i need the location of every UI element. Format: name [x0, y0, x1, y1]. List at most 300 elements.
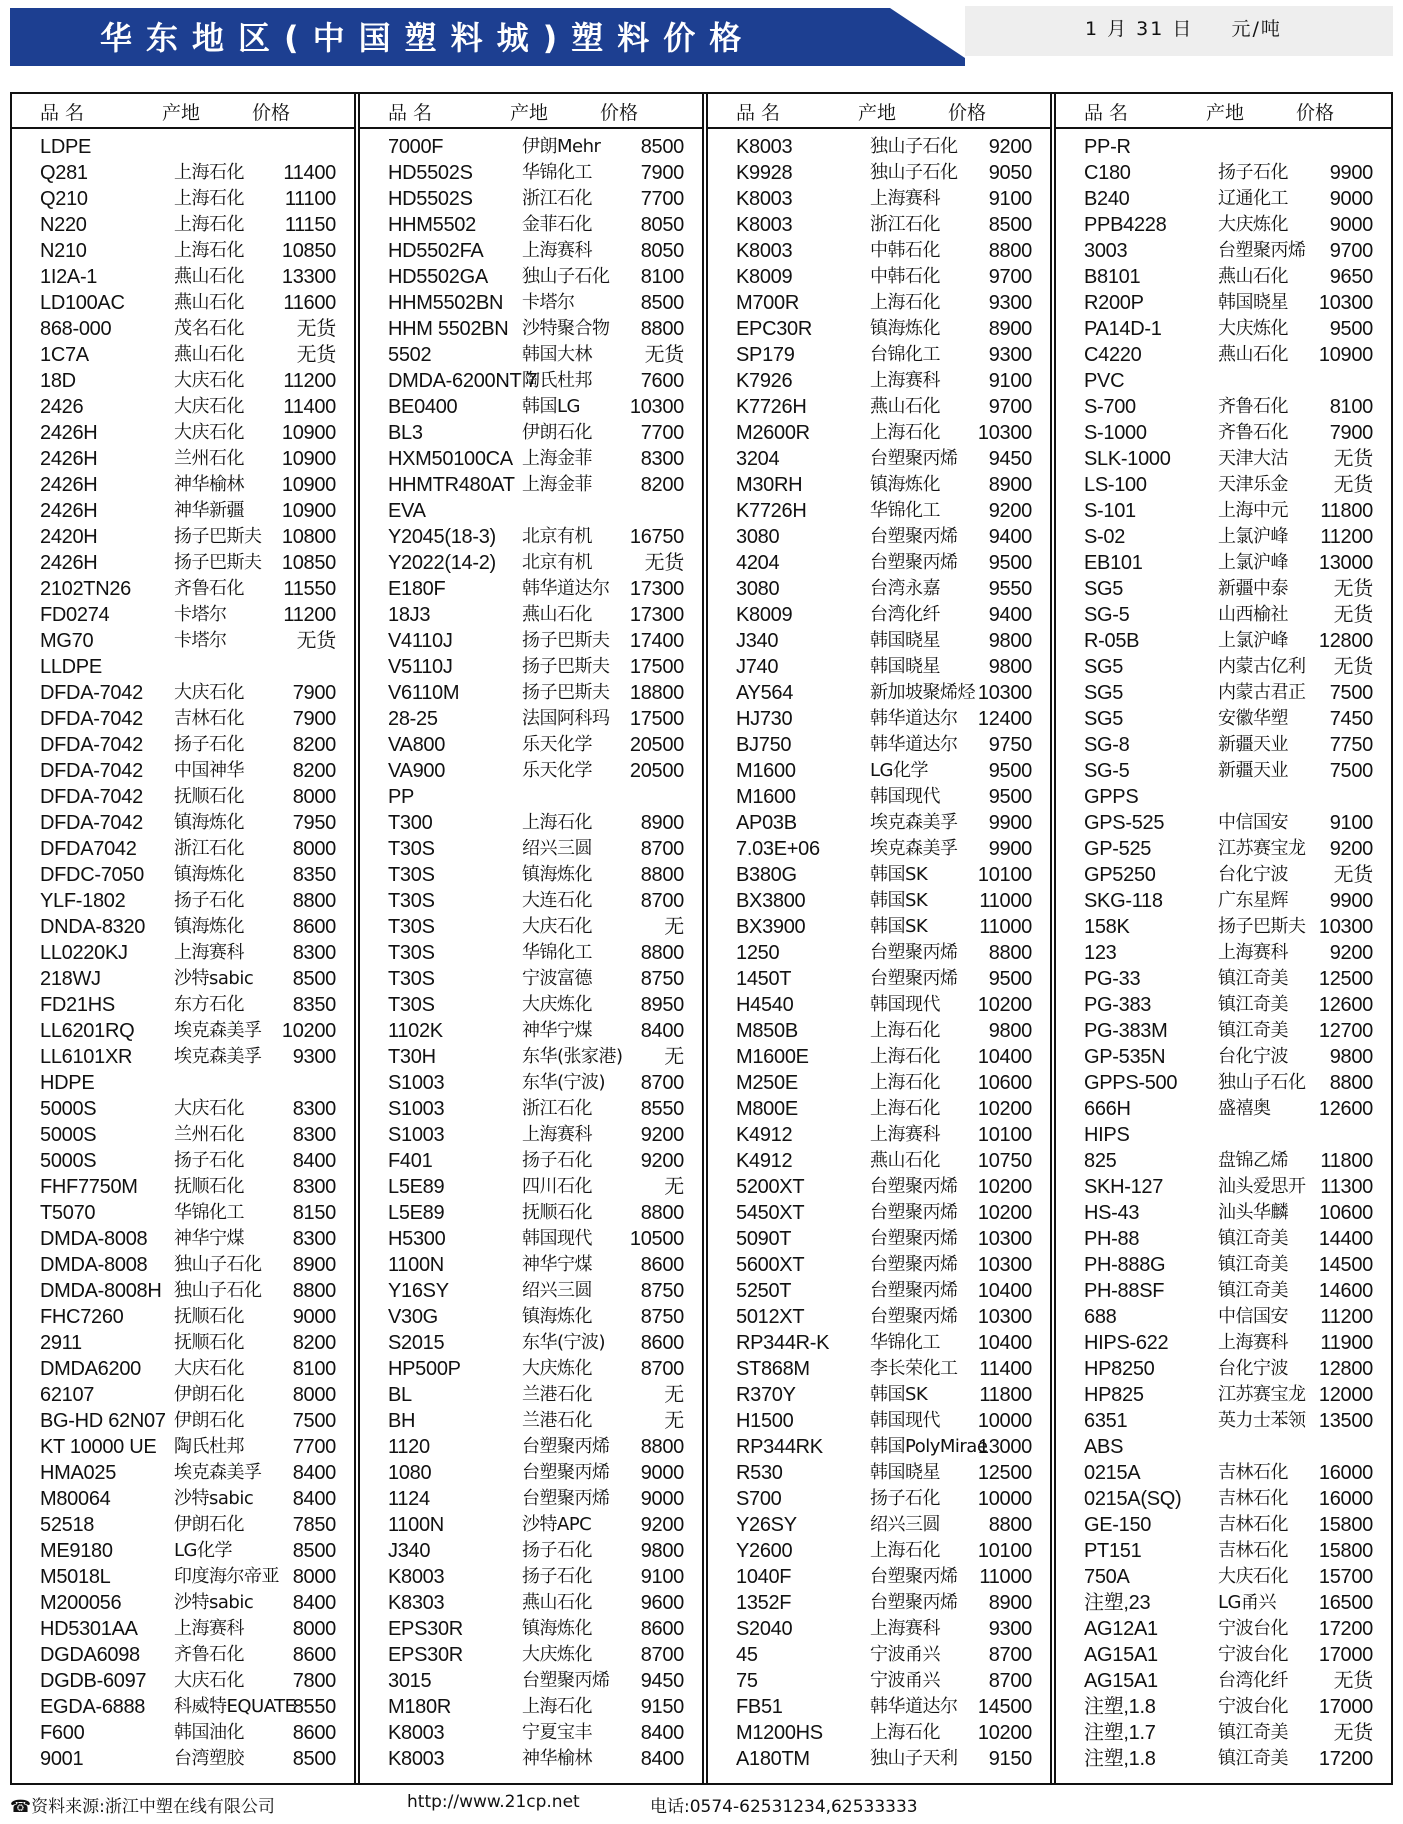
- cell-origin: 伊朗石化: [174, 1514, 244, 1535]
- cell-origin: 扬子巴斯夫: [174, 526, 262, 547]
- cell-price: 9900: [1329, 162, 1373, 184]
- cell-name: DFDA-7042: [40, 760, 143, 782]
- cell-price: 无货: [644, 552, 684, 574]
- cell-name: BH: [388, 1410, 416, 1432]
- cell-price: 10300: [977, 682, 1032, 704]
- cell-name: 5502: [388, 344, 432, 366]
- cell-price: 8800: [988, 942, 1032, 964]
- table-row: [12, 524, 354, 550]
- cell-origin: 韩国现代: [522, 1228, 592, 1249]
- table-row: [708, 836, 1050, 862]
- table-row: [12, 1382, 354, 1408]
- cell-origin: 北京有机: [522, 552, 592, 573]
- cell-origin: 浙江石化: [522, 188, 592, 209]
- cell-price: 13500: [1318, 1410, 1373, 1432]
- cell-price: 7450: [1329, 708, 1373, 730]
- table-row: [1056, 1382, 1391, 1408]
- cell-origin: 辽通化工: [1218, 188, 1288, 209]
- table-row: [360, 160, 702, 186]
- table-row: [12, 1122, 354, 1148]
- cell-price: 9550: [988, 578, 1032, 600]
- cell-price: 8700: [640, 1358, 684, 1380]
- cell-origin: 上海赛科: [870, 188, 940, 209]
- cell-price: 11800: [1320, 1150, 1373, 1172]
- cell-price: 15800: [1318, 1514, 1373, 1536]
- cell-price: 11200: [283, 604, 336, 626]
- cell-name: C180: [1084, 162, 1131, 184]
- table-row: [1056, 1512, 1391, 1538]
- table-row: [1056, 602, 1391, 628]
- cell-name: PG-33: [1084, 968, 1141, 990]
- cell-name: 0215A(SQ): [1084, 1488, 1182, 1510]
- cell-price: 10850: [281, 552, 336, 574]
- table-row: [708, 1278, 1050, 1304]
- cell-origin: 上海赛科: [870, 1124, 940, 1145]
- table-row: [1056, 1096, 1391, 1122]
- cell-price: 无货: [1333, 474, 1373, 496]
- cell-price: 8200: [292, 734, 336, 756]
- table-row: [1056, 238, 1391, 264]
- cell-origin: 东华(宁波): [522, 1332, 606, 1353]
- cell-origin: 神华宁煤: [174, 1228, 244, 1249]
- cell-origin: 齐鲁石化: [1218, 422, 1288, 443]
- table-row: [708, 1122, 1050, 1148]
- cell-origin: 韩华道达尔: [522, 578, 610, 599]
- cell-price: 7500: [292, 1410, 336, 1432]
- cell-price: 9750: [988, 734, 1032, 756]
- cell-name: 2426H: [40, 500, 98, 522]
- table-row: [708, 680, 1050, 706]
- table-row: [12, 992, 354, 1018]
- table-row: [708, 758, 1050, 784]
- cell-price: 8400: [292, 1592, 336, 1614]
- cell-name: 2426H: [40, 422, 98, 444]
- cell-name: HD5502S: [388, 162, 473, 184]
- cell-origin: 宁波甬兴: [870, 1670, 940, 1691]
- cell-name: DGDA6098: [40, 1644, 140, 1666]
- table-row: [12, 368, 354, 394]
- table-row: [12, 290, 354, 316]
- cell-origin: 埃克森美孚: [174, 1462, 262, 1483]
- cell-name: HHM5502: [388, 214, 476, 236]
- cell-name: T30S: [388, 838, 435, 860]
- cell-name: 3080: [736, 578, 780, 600]
- header-origin: 产地: [858, 102, 897, 124]
- cell-name: SG5: [1084, 578, 1124, 600]
- cell-origin: 大庆石化: [174, 370, 244, 391]
- cell-origin: 埃克森美孚: [870, 838, 958, 859]
- table-row: [360, 836, 702, 862]
- cell-name: M700R: [736, 292, 799, 314]
- cell-origin: 神华宁煤: [522, 1020, 592, 1041]
- cell-origin: 独山子石化: [870, 136, 958, 157]
- cell-origin: 绍兴三圆: [522, 838, 592, 859]
- cell-price: 12500: [977, 1462, 1032, 1484]
- cell-origin: 台塑聚丙烯: [522, 1462, 610, 1483]
- table-row: [1056, 1538, 1391, 1564]
- table-row: [360, 1200, 702, 1226]
- cell-name: 5600XT: [736, 1254, 805, 1276]
- cell-price: 8500: [640, 136, 684, 158]
- cell-origin: 乐天化学: [522, 734, 592, 755]
- cell-name: M30RH: [736, 474, 803, 496]
- cell-price: 9900: [988, 838, 1032, 860]
- table-row: [708, 888, 1050, 914]
- cell-origin: 上海赛科: [1218, 1332, 1288, 1353]
- cell-origin: 内蒙古君正: [1218, 682, 1306, 703]
- cell-price: 11000: [979, 890, 1032, 912]
- cell-price: 11100: [284, 188, 336, 210]
- cell-price: 无货: [1333, 656, 1373, 678]
- table-row: [1056, 524, 1391, 550]
- cell-origin: 扬子石化: [174, 890, 244, 911]
- cell-origin: 镇江奇美: [1218, 1748, 1288, 1769]
- cell-price: 8600: [640, 1332, 684, 1354]
- table-row: [708, 1694, 1050, 1720]
- cell-price: 10500: [629, 1228, 684, 1250]
- cell-price: 9800: [1329, 1046, 1373, 1068]
- cell-price: 16000: [1318, 1462, 1373, 1484]
- table-row: [12, 602, 354, 628]
- cell-origin: 华锦化工: [522, 942, 592, 963]
- cell-name: ST868M: [736, 1358, 810, 1380]
- cell-origin: 镇海炼化: [522, 1618, 592, 1639]
- cell-name: K8009: [736, 266, 793, 288]
- cell-price: 10200: [977, 1176, 1032, 1198]
- cell-origin: 韩国现代: [870, 994, 940, 1015]
- table-row: [1056, 134, 1391, 160]
- cell-name: S-700: [1084, 396, 1136, 418]
- cell-price: 8800: [1329, 1072, 1373, 1094]
- cell-origin: LG甬兴: [1218, 1592, 1276, 1613]
- cell-price: 无货: [296, 344, 336, 366]
- header-price: 价格: [252, 102, 291, 124]
- table-row: [12, 654, 354, 680]
- cell-origin: 台塑聚丙烯: [870, 968, 958, 989]
- cell-origin: 镇海炼化: [870, 474, 940, 495]
- table-row: [708, 160, 1050, 186]
- table-row: [12, 134, 354, 160]
- table-row: [708, 1434, 1050, 1460]
- cell-price: 7750: [1329, 734, 1373, 756]
- cell-name: 1100N: [388, 1254, 444, 1276]
- cell-origin: 大庆石化: [1218, 1566, 1288, 1587]
- cell-price: 9800: [988, 630, 1032, 652]
- cell-origin: 宁波台化: [1218, 1644, 1288, 1665]
- cell-name: BX3800: [736, 890, 806, 912]
- cell-origin: 台塑聚丙烯: [870, 1202, 958, 1223]
- table-row: [360, 758, 702, 784]
- cell-price: 7850: [292, 1514, 336, 1536]
- cell-origin: 吉林石化: [1218, 1514, 1288, 1535]
- column-header: [708, 94, 1050, 129]
- table-row: [708, 1746, 1050, 1772]
- cell-price: 9900: [988, 812, 1032, 834]
- cell-price: 15700: [1318, 1566, 1373, 1588]
- table-row: [708, 654, 1050, 680]
- table-row: [12, 1460, 354, 1486]
- table-row: [1056, 1226, 1391, 1252]
- website-link[interactable]: http://www.21cp.net: [407, 1792, 580, 1812]
- cell-price: 9300: [988, 344, 1032, 366]
- cell-origin: 韩国SK: [870, 864, 928, 885]
- cell-origin: 神华宁煤: [522, 1254, 592, 1275]
- cell-origin: 上海石化: [870, 1046, 940, 1067]
- table-row: [708, 420, 1050, 446]
- table-row: [708, 1642, 1050, 1668]
- table-row: [1056, 498, 1391, 524]
- cell-origin: 扬子巴斯夫: [174, 552, 262, 573]
- cell-origin: 浙江石化: [522, 1098, 592, 1119]
- table-row: [12, 1278, 354, 1304]
- cell-origin: 神华榆林: [174, 474, 244, 495]
- cell-origin: 科威特EQUATE: [174, 1696, 296, 1717]
- cell-price: 8500: [292, 968, 336, 990]
- cell-name: T30S: [388, 864, 435, 886]
- cell-price: 10900: [281, 500, 336, 522]
- cell-price: 11550: [283, 578, 336, 600]
- cell-name: F401: [388, 1150, 433, 1172]
- table-row: [1056, 1044, 1391, 1070]
- cell-name: 666H: [1084, 1098, 1131, 1120]
- table-row: [1056, 1330, 1391, 1356]
- table-row: [12, 1538, 354, 1564]
- cell-name: PVC: [1084, 370, 1125, 392]
- cell-price: 8700: [988, 1644, 1032, 1666]
- cell-origin: 镇江奇美: [1218, 1254, 1288, 1275]
- table-row: [708, 1356, 1050, 1382]
- cell-price: 7700: [292, 1436, 336, 1458]
- cell-origin: 吉林石化: [174, 708, 244, 729]
- cell-origin: 大庆石化: [174, 1358, 244, 1379]
- cell-price: 7900: [1329, 422, 1373, 444]
- table-row: [360, 628, 702, 654]
- table-row: [1056, 862, 1391, 888]
- cell-name: PG-383: [1084, 994, 1152, 1016]
- cell-price: 9200: [640, 1514, 684, 1536]
- cell-name: HJ730: [736, 708, 793, 730]
- cell-price: 9300: [988, 1618, 1032, 1640]
- table-row: [1056, 1200, 1391, 1226]
- cell-name: H4540: [736, 994, 794, 1016]
- cell-price: 10300: [977, 422, 1032, 444]
- cell-origin: 镇海炼化: [522, 864, 592, 885]
- cell-price: 7800: [292, 1670, 336, 1692]
- cell-name: 1C7A: [40, 344, 89, 366]
- table-row: [1056, 914, 1391, 940]
- cell-price: 16000: [1318, 1488, 1373, 1510]
- cell-name: DFDA-7042: [40, 734, 143, 756]
- table-row: [708, 1304, 1050, 1330]
- cell-price: 8550: [640, 1098, 684, 1120]
- cell-price: 9500: [988, 552, 1032, 574]
- cell-origin: 中信国安: [1218, 1306, 1288, 1327]
- cell-price: 10900: [281, 422, 336, 444]
- cell-name: RP344RK: [736, 1436, 823, 1458]
- table-row: [12, 1486, 354, 1512]
- cell-name: K8003: [388, 1748, 445, 1770]
- table-row: [708, 186, 1050, 212]
- cell-name: 5000S: [40, 1098, 97, 1120]
- table-row: [12, 446, 354, 472]
- cell-origin: 燕山石化: [174, 266, 244, 287]
- cell-price: 9100: [988, 188, 1032, 210]
- cell-name: J340: [388, 1540, 431, 1562]
- cell-name: 2426H: [40, 552, 98, 574]
- cell-origin: 上海石化: [870, 292, 940, 313]
- table-row: [360, 1486, 702, 1512]
- cell-price: 8200: [292, 1332, 336, 1354]
- table-row: [708, 1200, 1050, 1226]
- cell-price: 8600: [292, 916, 336, 938]
- cell-price: 13000: [977, 1436, 1032, 1458]
- cell-origin: 神华新疆: [174, 500, 244, 521]
- cell-name: HMA025: [40, 1462, 117, 1484]
- cell-price: 10200: [281, 1020, 336, 1042]
- cell-origin: 上海赛科: [870, 1618, 940, 1639]
- cell-name: 6351: [1084, 1410, 1128, 1432]
- cell-origin: 中国神华: [174, 760, 244, 781]
- cell-price: 8600: [640, 1254, 684, 1276]
- cell-name: LL0220KJ: [40, 942, 128, 964]
- cell-name: DMDA-8008H: [40, 1280, 162, 1302]
- cell-name: BE0400: [388, 396, 458, 418]
- cell-name: SG-5: [1084, 604, 1130, 626]
- table-row: [12, 862, 354, 888]
- cell-name: R-05B: [1084, 630, 1140, 652]
- cell-origin: 宁波台化: [1218, 1618, 1288, 1639]
- cell-name: GP5250: [1084, 864, 1156, 886]
- cell-price: 8700: [988, 1670, 1032, 1692]
- cell-price: 无: [664, 1046, 684, 1068]
- cell-name: SG5: [1084, 708, 1124, 730]
- cell-price: 9000: [1329, 214, 1373, 236]
- cell-origin: 宁波台化: [1218, 1696, 1288, 1717]
- cell-origin: 独山子石化: [174, 1280, 262, 1301]
- cell-price: 8500: [988, 214, 1032, 236]
- table-row: [708, 1408, 1050, 1434]
- table-row: [708, 550, 1050, 576]
- header-price: 价格: [948, 102, 987, 124]
- cell-price: 8350: [292, 994, 336, 1016]
- table-row: [1056, 342, 1391, 368]
- cell-price: 7600: [640, 370, 684, 392]
- table-row: [360, 1564, 702, 1590]
- cell-price: 10300: [977, 1254, 1032, 1276]
- cell-name: 2911: [40, 1332, 82, 1354]
- cell-name: F600: [40, 1722, 85, 1744]
- page-title: 华东地区(中国塑料城)塑料价格: [100, 19, 756, 57]
- cell-price: 无货: [1333, 864, 1373, 886]
- cell-price: 8800: [988, 240, 1032, 262]
- cell-origin: 新疆天业: [1218, 760, 1288, 781]
- cell-origin: 上氯沪峰: [1218, 552, 1288, 573]
- cell-name: E180F: [388, 578, 446, 600]
- cell-price: 12800: [1318, 1358, 1373, 1380]
- cell-name: 5200XT: [736, 1176, 805, 1198]
- cell-origin: 伊朗石化: [174, 1384, 244, 1405]
- table-row: [360, 524, 702, 550]
- cell-price: 10100: [977, 1124, 1032, 1146]
- cell-name: GPPS: [1084, 786, 1139, 808]
- cell-origin: 齐鲁石化: [174, 1644, 244, 1665]
- cell-price: 13000: [1318, 552, 1373, 574]
- table-row: [360, 498, 702, 524]
- cell-price: 14500: [1318, 1254, 1373, 1276]
- row-list: [708, 134, 1050, 1772]
- cell-price: 8500: [292, 1748, 336, 1770]
- cell-price: 8600: [292, 1722, 336, 1744]
- cell-origin: 华锦化工: [522, 162, 592, 183]
- cell-price: 8700: [640, 890, 684, 912]
- table-row: [708, 940, 1050, 966]
- cell-price: 14600: [1318, 1280, 1373, 1302]
- cell-price: 16750: [629, 526, 684, 548]
- table-row: [1056, 368, 1391, 394]
- cell-price: 8900: [988, 1592, 1032, 1614]
- cell-price: 8750: [640, 968, 684, 990]
- cell-origin: 北京有机: [522, 526, 592, 547]
- cell-name: FB51: [736, 1696, 783, 1718]
- cell-price: 10850: [281, 240, 336, 262]
- table-row: [708, 784, 1050, 810]
- cell-price: 9100: [1329, 812, 1373, 834]
- cell-name: 5450XT: [736, 1202, 805, 1224]
- table-row: [360, 1148, 702, 1174]
- cell-origin: 镇海炼化: [174, 864, 244, 885]
- cell-origin: 韩国SK: [870, 1384, 928, 1405]
- cell-origin: 扬子巴斯夫: [522, 682, 610, 703]
- cell-name: HHMTR480AT: [388, 474, 515, 496]
- cell-price: 11400: [979, 1358, 1032, 1380]
- cell-price: 20500: [629, 760, 684, 782]
- cell-price: 14400: [1318, 1228, 1373, 1250]
- cell-origin: 宁波富德: [522, 968, 592, 989]
- cell-price: 10800: [281, 526, 336, 548]
- cell-name: SLK-1000: [1084, 448, 1171, 470]
- table-row: [360, 134, 702, 160]
- cell-price: 9450: [988, 448, 1032, 470]
- date-unit: [1085, 14, 1282, 41]
- cell-price: 8200: [292, 760, 336, 782]
- table-row: [12, 1070, 354, 1096]
- cell-name: EPC30R: [736, 318, 813, 340]
- cell-price: 9700: [1329, 240, 1373, 262]
- price-unit: 元/吨: [1231, 18, 1282, 40]
- table-row: [360, 186, 702, 212]
- table-row: [708, 1460, 1050, 1486]
- table-row: [1056, 1018, 1391, 1044]
- cell-origin: 燕山石化: [870, 1150, 940, 1171]
- cell-name: HDPE: [40, 1072, 95, 1094]
- table-row: [12, 264, 354, 290]
- cell-name: Y2045(18-3): [388, 526, 496, 548]
- cell-name: BX3900: [736, 916, 806, 938]
- cell-name: LL6101XR: [40, 1046, 133, 1068]
- cell-price: 8900: [988, 318, 1032, 340]
- cell-price: 8150: [292, 1202, 336, 1224]
- table-row: [1056, 1720, 1391, 1746]
- cell-origin: 独山子石化: [1218, 1072, 1306, 1093]
- cell-price: 8100: [640, 266, 684, 288]
- cell-price: 8000: [292, 1384, 336, 1406]
- cell-origin: 卡塔尔: [174, 604, 227, 625]
- cell-origin: 抚顺石化: [174, 1332, 244, 1353]
- cell-origin: 新疆天业: [1218, 734, 1288, 755]
- table-row: [708, 1564, 1050, 1590]
- cell-origin: 上海赛科: [522, 240, 592, 261]
- cell-price: 9400: [988, 604, 1032, 626]
